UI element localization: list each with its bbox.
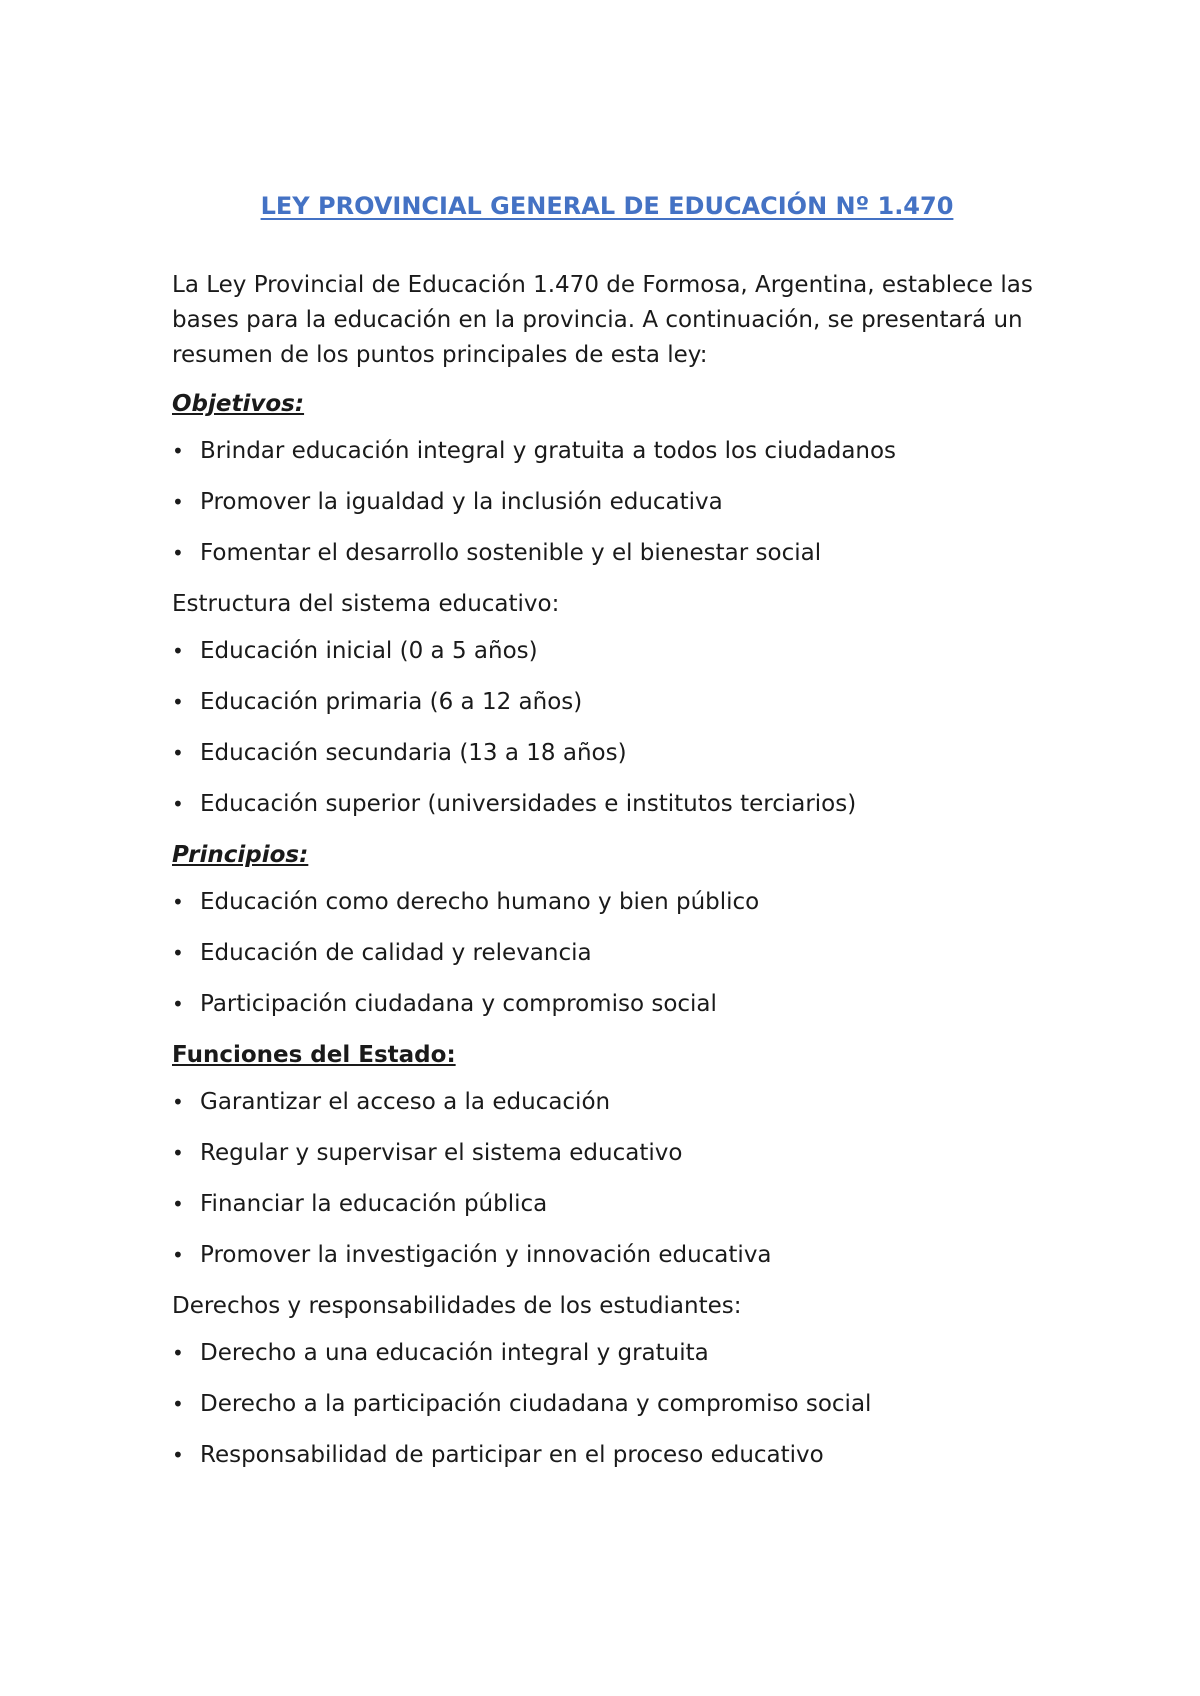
list-item bbox=[172, 634, 1042, 669]
section-heading-funciones: Funciones del Estado: bbox=[172, 1042, 456, 1068]
section-heading-principios: Principios: bbox=[172, 842, 309, 868]
list-item bbox=[172, 1136, 1042, 1171]
list-item-text: Educación de calidad y relevancia bbox=[200, 940, 592, 966]
list-item bbox=[172, 936, 1042, 971]
list-item bbox=[172, 1085, 1042, 1120]
list-item bbox=[172, 1336, 1042, 1371]
list-item-text: Educación primaria (6 a 12 años) bbox=[200, 689, 583, 715]
bullet-icon: • bbox=[172, 439, 184, 463]
list-item-text: Educación secundaria (13 a 18 años) bbox=[200, 740, 627, 766]
bullet-icon: • bbox=[172, 792, 184, 816]
list-item bbox=[172, 787, 1042, 822]
list-item-text: Financiar la educación pública bbox=[200, 1191, 548, 1217]
bullet-icon: • bbox=[172, 992, 184, 1016]
list-item-text: Garantizar el acceso a la educación bbox=[200, 1089, 611, 1115]
list-derechos bbox=[172, 1336, 1042, 1473]
bullet-icon: • bbox=[172, 890, 184, 914]
list-item-text: Responsabilidad de participar en el proceso educativo bbox=[200, 1442, 824, 1468]
list-item-text: Fomentar el desarrollo sostenible y el bienestar social bbox=[200, 540, 822, 566]
list-funciones bbox=[172, 1085, 1042, 1273]
bullet-icon: • bbox=[172, 1141, 184, 1165]
intro-paragraph: La Ley Provincial de Educación 1.470 de Formosa, Argentina, establece las bases para la educación en la provincia. A continuación, se presentará un resumen de los puntos principales de esta ley: bbox=[172, 272, 1033, 368]
document-title: LEY PROVINCIAL GENERAL DE EDUCACIÓN Nº 1.470 bbox=[260, 192, 954, 220]
list-item-text: Derecho a la participación ciudadana y compromiso social bbox=[200, 1391, 872, 1417]
list-principios bbox=[172, 885, 1042, 1022]
section-heading-objetivos: Objetivos: bbox=[172, 391, 305, 417]
bullet-icon: • bbox=[172, 1341, 184, 1365]
section-heading-derechos: Derechos y responsabilidades de los estudiantes: bbox=[172, 1293, 742, 1319]
document-content bbox=[172, 192, 1042, 1489]
list-item-text: Educación inicial (0 a 5 años) bbox=[200, 638, 538, 664]
bullet-icon: • bbox=[172, 1392, 184, 1416]
list-objetivos bbox=[172, 434, 1042, 571]
list-item-text: Derecho a una educación integral y gratuita bbox=[200, 1340, 709, 1366]
bullet-icon: • bbox=[172, 1243, 184, 1267]
list-item bbox=[172, 434, 1042, 469]
list-item-text: Promover la igualdad y la inclusión educativa bbox=[200, 489, 723, 515]
bullet-icon: • bbox=[172, 541, 184, 565]
bullet-icon: • bbox=[172, 941, 184, 965]
list-item-text: Regular y supervisar el sistema educativo bbox=[200, 1140, 683, 1166]
list-item bbox=[172, 1387, 1042, 1422]
list-item bbox=[172, 885, 1042, 920]
list-item bbox=[172, 987, 1042, 1022]
bullet-icon: • bbox=[172, 490, 184, 514]
bullet-icon: • bbox=[172, 639, 184, 663]
bullet-icon: • bbox=[172, 690, 184, 714]
list-item bbox=[172, 1187, 1042, 1222]
list-item bbox=[172, 536, 1042, 571]
bullet-icon: • bbox=[172, 1443, 184, 1467]
bullet-icon: • bbox=[172, 1090, 184, 1114]
list-item-text: Educación superior (universidades e institutos terciarios) bbox=[200, 791, 857, 817]
list-item bbox=[172, 1238, 1042, 1273]
list-item bbox=[172, 1438, 1042, 1473]
list-item bbox=[172, 685, 1042, 720]
list-item-text: Brindar educación integral y gratuita a todos los ciudadanos bbox=[200, 438, 897, 464]
list-item bbox=[172, 736, 1042, 771]
list-item bbox=[172, 485, 1042, 520]
bullet-icon: • bbox=[172, 1192, 184, 1216]
section-heading-estructura: Estructura del sistema educativo: bbox=[172, 591, 560, 617]
list-item-text: Promover la investigación y innovación educativa bbox=[200, 1242, 772, 1268]
list-estructura bbox=[172, 634, 1042, 822]
list-item-text: Educación como derecho humano y bien público bbox=[200, 889, 760, 915]
bullet-icon: • bbox=[172, 741, 184, 765]
list-item-text: Participación ciudadana y compromiso social bbox=[200, 991, 717, 1017]
